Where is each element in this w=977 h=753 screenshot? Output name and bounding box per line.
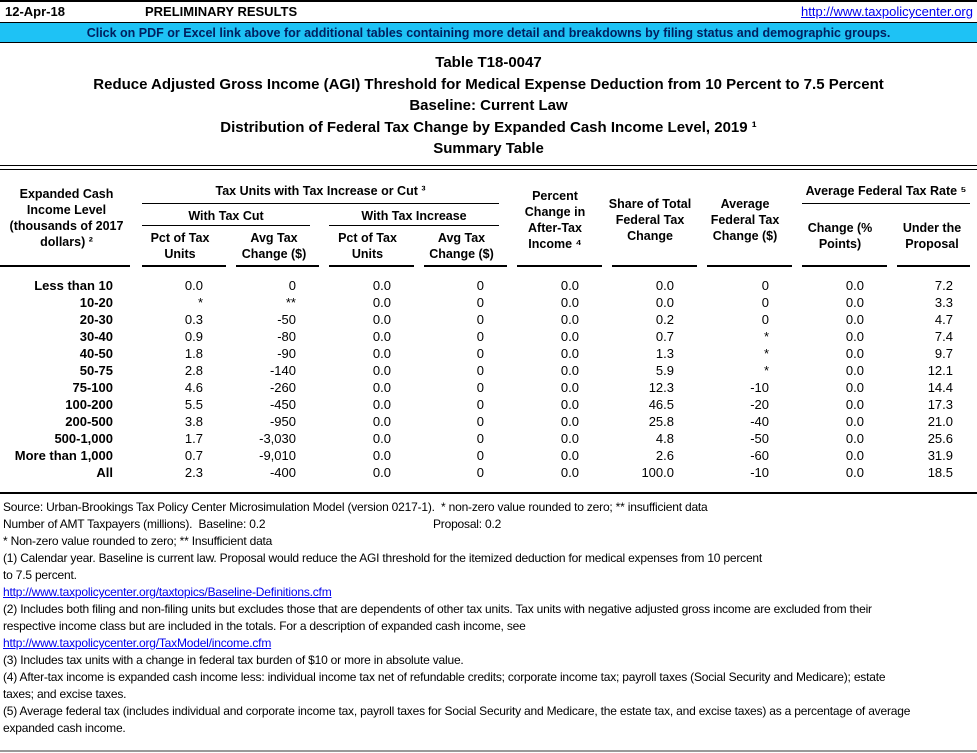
cell-avg-fed-change: 0	[761, 312, 769, 327]
column-group-with-tax-increase: With Tax Increase	[329, 206, 499, 226]
cell-under-proposal: 31.9	[927, 448, 953, 463]
cell-avg-change-inc: 0	[476, 397, 484, 412]
cell-avg-change-cut: -90	[277, 346, 296, 361]
row-label: 10-20	[79, 295, 113, 310]
table-top-rule	[0, 165, 977, 170]
note-text: Number of AMT Taxpayers (millions). Baseline: 0.2	[3, 517, 266, 531]
table-row	[0, 328, 977, 345]
note-line	[3, 499, 977, 516]
note-line	[3, 550, 977, 567]
cell-change-pct-points: 0.0	[845, 414, 864, 429]
row-label: All	[96, 465, 113, 480]
note-line	[3, 652, 977, 669]
cell-pct-change-after-tax: 0.0	[560, 380, 579, 395]
cell-share-total: 4.8	[655, 431, 674, 446]
cell-avg-fed-change: *	[763, 329, 769, 344]
row-label: Less than 10	[34, 278, 113, 293]
cell-change-pct-points: 0.0	[845, 380, 864, 395]
cell-avg-fed-change: 0	[761, 278, 769, 293]
date-label: 12-Apr-18	[5, 4, 65, 19]
note-text: Source: Urban-Brookings Tax Policy Center Microsimulation Model (version 0217-1). * non-zero value rounded to zero; ** insufficient data	[3, 500, 708, 514]
column-header-avg-change-cut: Avg Tax Change ($)	[241, 231, 307, 261]
table-row	[0, 413, 977, 430]
cell-under-proposal: 17.3	[927, 397, 953, 412]
column-header-avg-fed-change: Average Federal Tax Change ($)	[710, 197, 780, 243]
cell-share-total: 0.0	[655, 295, 674, 310]
header-underline	[329, 265, 414, 267]
table-row	[0, 294, 977, 311]
cell-change-pct-points: 0.0	[845, 465, 864, 480]
cell-avg-change-inc: 0	[476, 414, 484, 429]
cell-avg-fed-change: -10	[750, 465, 769, 480]
cell-avg-change-inc: 0	[476, 465, 484, 480]
row-label: 75-100	[72, 380, 113, 395]
table-row	[0, 396, 977, 413]
cell-change-pct-points: 0.0	[845, 431, 864, 446]
row-label: More than 1,000	[14, 448, 113, 463]
column-header-under-proposal: Under the Proposal	[902, 221, 962, 251]
cell-avg-change-inc: 0	[476, 312, 484, 327]
table-bottom-rule	[0, 492, 977, 494]
note-text: to 7.5 percent.	[3, 568, 77, 582]
cell-avg-fed-change: 0	[761, 295, 769, 310]
header-underline	[707, 265, 792, 267]
note-text: (1) Calendar year. Baseline is current law. Proposal would reduce the AGI threshold for the itemized deduction for medical expenses from 10 percent	[3, 551, 763, 565]
cell-change-pct-points: 0.0	[845, 363, 864, 378]
cell-avg-change-inc: 0	[476, 278, 484, 293]
amt-proposal-value: Proposal: 0.2	[433, 517, 502, 531]
cell-pct-units-inc: 0.0	[372, 448, 391, 463]
cell-avg-change-cut: 0	[288, 278, 296, 293]
cell-avg-change-cut: -140	[269, 363, 296, 378]
note-line	[3, 686, 977, 703]
row-label: 500-1,000	[54, 431, 113, 446]
header-underline	[236, 265, 319, 267]
cell-pct-units-cut: 2.3	[184, 465, 203, 480]
table-row	[0, 311, 977, 328]
column-group-with-tax-cut: With Tax Cut	[142, 206, 310, 226]
cell-pct-units-cut: 1.8	[184, 346, 203, 361]
cell-change-pct-points: 0.0	[845, 346, 864, 361]
column-header-pct-units-inc: Pct of Tax Units	[338, 231, 397, 261]
note-link-line	[3, 584, 977, 601]
cell-pct-change-after-tax: 0.0	[560, 329, 579, 344]
table-row	[0, 430, 977, 447]
info-banner	[0, 22, 977, 43]
note-text: (3) Includes tax units with a change in federal tax burden of $10 or more in absolute value.	[3, 653, 464, 667]
cell-avg-change-cut: -450	[269, 397, 296, 412]
title-block	[0, 52, 977, 160]
cell-pct-units-inc: 0.0	[372, 363, 391, 378]
cell-avg-change-cut: -260	[269, 380, 296, 395]
cell-share-total: 12.3	[648, 380, 674, 395]
note-link[interactable]: http://www.taxpolicycenter.org/TaxModel/income.cfm	[3, 636, 272, 650]
cell-under-proposal: 7.4	[934, 329, 953, 344]
cell-under-proposal: 3.3	[934, 295, 953, 310]
cell-avg-change-inc: 0	[476, 346, 484, 361]
cell-pct-units-inc: 0.0	[372, 397, 391, 412]
cell-pct-units-inc: 0.0	[372, 278, 391, 293]
cell-change-pct-points: 0.0	[845, 397, 864, 412]
cell-pct-units-cut: 0.0	[184, 278, 203, 293]
title-line: Distribution of Federal Tax Change by Expanded Cash Income Level, 2019 ¹	[220, 118, 757, 136]
table-row	[0, 345, 977, 362]
row-label: 30-40	[79, 329, 113, 344]
cell-avg-change-inc: 0	[476, 380, 484, 395]
column-group-avg-fed-rate: Average Federal Tax Rate ⁵	[802, 178, 970, 204]
cell-pct-change-after-tax: 0.0	[560, 397, 579, 412]
note-text: * Non-zero value rounded to zero; ** Insufficient data	[3, 534, 273, 548]
cell-avg-change-cut: **	[285, 295, 296, 310]
cell-under-proposal: 9.7	[934, 346, 953, 361]
cell-share-total: 100.0	[641, 465, 674, 480]
table-row	[0, 447, 977, 464]
cell-pct-units-cut: 0.9	[184, 329, 203, 344]
cell-pct-change-after-tax: 0.0	[560, 414, 579, 429]
cell-avg-fed-change: -20	[750, 397, 769, 412]
header-underline	[142, 265, 226, 267]
cell-pct-units-inc: 0.0	[372, 465, 391, 480]
row-label: 20-30	[79, 312, 113, 327]
cell-pct-units-inc: 0.0	[372, 346, 391, 361]
note-text: respective income class but are included in the totals. For a description of expanded cash income, see	[3, 619, 526, 633]
cell-pct-change-after-tax: 0.0	[560, 363, 579, 378]
cell-avg-change-cut: -400	[269, 465, 296, 480]
note-line	[3, 618, 977, 635]
footnotes	[3, 499, 977, 737]
cell-pct-units-cut: 4.6	[184, 380, 203, 395]
cell-avg-change-cut: -950	[269, 414, 296, 429]
cell-pct-units-inc: 0.0	[372, 329, 391, 344]
header-underline	[897, 265, 970, 267]
row-label: 200-500	[65, 414, 113, 429]
cell-pct-units-inc: 0.0	[372, 414, 391, 429]
cell-share-total: 0.2	[655, 312, 674, 327]
note-line	[3, 669, 977, 686]
note-text: expanded cash income.	[3, 721, 126, 735]
title-line: Summary Table	[433, 140, 544, 157]
cell-pct-change-after-tax: 0.0	[560, 431, 579, 446]
cell-avg-fed-change: -50	[750, 431, 769, 446]
cell-pct-units-inc: 0.0	[372, 380, 391, 395]
cell-change-pct-points: 0.0	[845, 295, 864, 310]
cell-avg-fed-change: -60	[750, 448, 769, 463]
column-group-tax-units: Tax Units with Tax Increase or Cut ³	[142, 178, 499, 204]
tpc-home-link[interactable]: http://www.taxpolicycenter.org	[801, 4, 973, 19]
cell-pct-change-after-tax: 0.0	[560, 465, 579, 480]
note-text: (2) Includes both filing and non-filing units but excludes those that are dependents of other tax units. Tax units with negative adjusted gross income are excluded from their	[3, 602, 872, 616]
column-header-avg-change-inc: Avg Tax Change ($)	[429, 231, 494, 261]
cell-under-proposal: 7.2	[934, 278, 953, 293]
row-label: 50-75	[79, 363, 113, 378]
note-line	[3, 703, 977, 720]
note-text: (5) Average federal tax (includes individual and corporate income tax, payroll taxes for Social Security and Medicare, the estate tax, and excise taxes) as a percentage of average	[3, 704, 911, 718]
cell-share-total: 25.8	[648, 414, 674, 429]
table-row	[0, 464, 977, 481]
cell-pct-units-cut: 0.3	[184, 312, 203, 327]
cell-pct-units-cut: 0.7	[184, 448, 203, 463]
column-header-change-pct-points: Change (% Points)	[807, 221, 873, 251]
row-label: 100-200	[65, 397, 113, 412]
cell-pct-change-after-tax: 0.0	[560, 295, 579, 310]
cell-under-proposal: 18.5	[927, 465, 953, 480]
cell-avg-fed-change: *	[763, 363, 769, 378]
cell-share-total: 2.6	[655, 448, 674, 463]
cell-avg-change-cut: -3,030	[259, 431, 296, 446]
note-line	[3, 567, 977, 584]
header-underline	[802, 265, 887, 267]
note-line	[3, 533, 977, 550]
cell-avg-change-inc: 0	[476, 295, 484, 310]
cell-avg-change-inc: 0	[476, 363, 484, 378]
note-link-line	[3, 635, 977, 652]
cell-under-proposal: 25.6	[927, 431, 953, 446]
row-label: 40-50	[79, 346, 113, 361]
cell-avg-fed-change: -40	[750, 414, 769, 429]
banner-text: Click on PDF or Excel link above for additional tables containing more detail and breakdowns by filing status and demographic groups.	[86, 25, 891, 40]
cell-pct-units-inc: 0.0	[372, 295, 391, 310]
title-line: Baseline: Current Law	[409, 97, 568, 114]
note-line	[3, 516, 977, 533]
note-link[interactable]: http://www.taxpolicycenter.org/taxtopics/Baseline-Definitions.cfm	[3, 585, 332, 599]
preliminary-results-label: PRELIMINARY RESULTS	[145, 4, 298, 19]
header-underline	[0, 265, 130, 267]
cell-pct-change-after-tax: 0.0	[560, 448, 579, 463]
cell-avg-change-inc: 0	[476, 448, 484, 463]
cell-pct-change-after-tax: 0.0	[560, 278, 579, 293]
cell-avg-change-inc: 0	[476, 431, 484, 446]
cell-change-pct-points: 0.0	[845, 329, 864, 344]
cell-share-total: 5.9	[655, 363, 674, 378]
title-line: Table T18-0047	[435, 54, 542, 71]
cell-pct-change-after-tax: 0.0	[560, 346, 579, 361]
table-body	[0, 277, 977, 481]
table-row	[0, 277, 977, 294]
cell-under-proposal: 4.7	[934, 312, 953, 327]
column-header-income-level: Expanded Cash Income Level (thousands of 2017 dollars) ²	[9, 187, 124, 249]
cell-pct-units-cut: *	[197, 295, 203, 310]
cell-pct-units-cut: 5.5	[184, 397, 203, 412]
cell-under-proposal: 21.0	[927, 414, 953, 429]
title-line: Reduce Adjusted Gross Income (AGI) Threshold for Medical Expense Deduction from 10 Percent to 7.5 Percent	[93, 75, 884, 93]
cell-share-total: 0.7	[655, 329, 674, 344]
table-row	[0, 362, 977, 379]
note-line	[3, 601, 977, 618]
note-text: (4) After-tax income is expanded cash income less: individual income tax net of refundable credits; corporate income tax; payroll taxes (Social Security and Medicare); estate	[3, 670, 886, 684]
cell-pct-change-after-tax: 0.0	[560, 312, 579, 327]
cell-change-pct-points: 0.0	[845, 278, 864, 293]
column-header-pct-change-after-tax: Percent Change in After-Tax Income ⁴	[524, 189, 586, 251]
cell-share-total: 46.5	[648, 397, 674, 412]
cell-pct-units-cut: 1.7	[184, 431, 203, 446]
note-text: taxes; and excise taxes.	[3, 687, 127, 701]
cell-change-pct-points: 0.0	[845, 312, 864, 327]
bottom-border	[0, 750, 977, 752]
header-underline	[612, 265, 697, 267]
cell-pct-units-inc: 0.0	[372, 312, 391, 327]
table-row	[0, 379, 977, 396]
cell-under-proposal: 14.4	[927, 380, 953, 395]
cell-avg-change-inc: 0	[476, 329, 484, 344]
cell-share-total: 1.3	[655, 346, 674, 361]
cell-pct-units-cut: 3.8	[184, 414, 203, 429]
header-underline	[424, 265, 507, 267]
cell-under-proposal: 12.1	[927, 363, 953, 378]
cell-avg-change-cut: -50	[277, 312, 296, 327]
cell-change-pct-points: 0.0	[845, 448, 864, 463]
column-header-share-total: Share of Total Federal Tax Change	[608, 197, 692, 243]
cell-avg-fed-change: -10	[750, 380, 769, 395]
top-border	[0, 0, 977, 2]
cell-pct-units-inc: 0.0	[372, 431, 391, 446]
cell-pct-units-cut: 2.8	[184, 363, 203, 378]
note-line	[3, 720, 977, 737]
cell-share-total: 0.0	[655, 278, 674, 293]
header-underline	[517, 265, 602, 267]
cell-avg-change-cut: -80	[277, 329, 296, 344]
column-header-pct-units-cut: Pct of Tax Units	[150, 231, 210, 261]
cell-avg-fed-change: *	[763, 346, 769, 361]
cell-avg-change-cut: -9,010	[259, 448, 296, 463]
